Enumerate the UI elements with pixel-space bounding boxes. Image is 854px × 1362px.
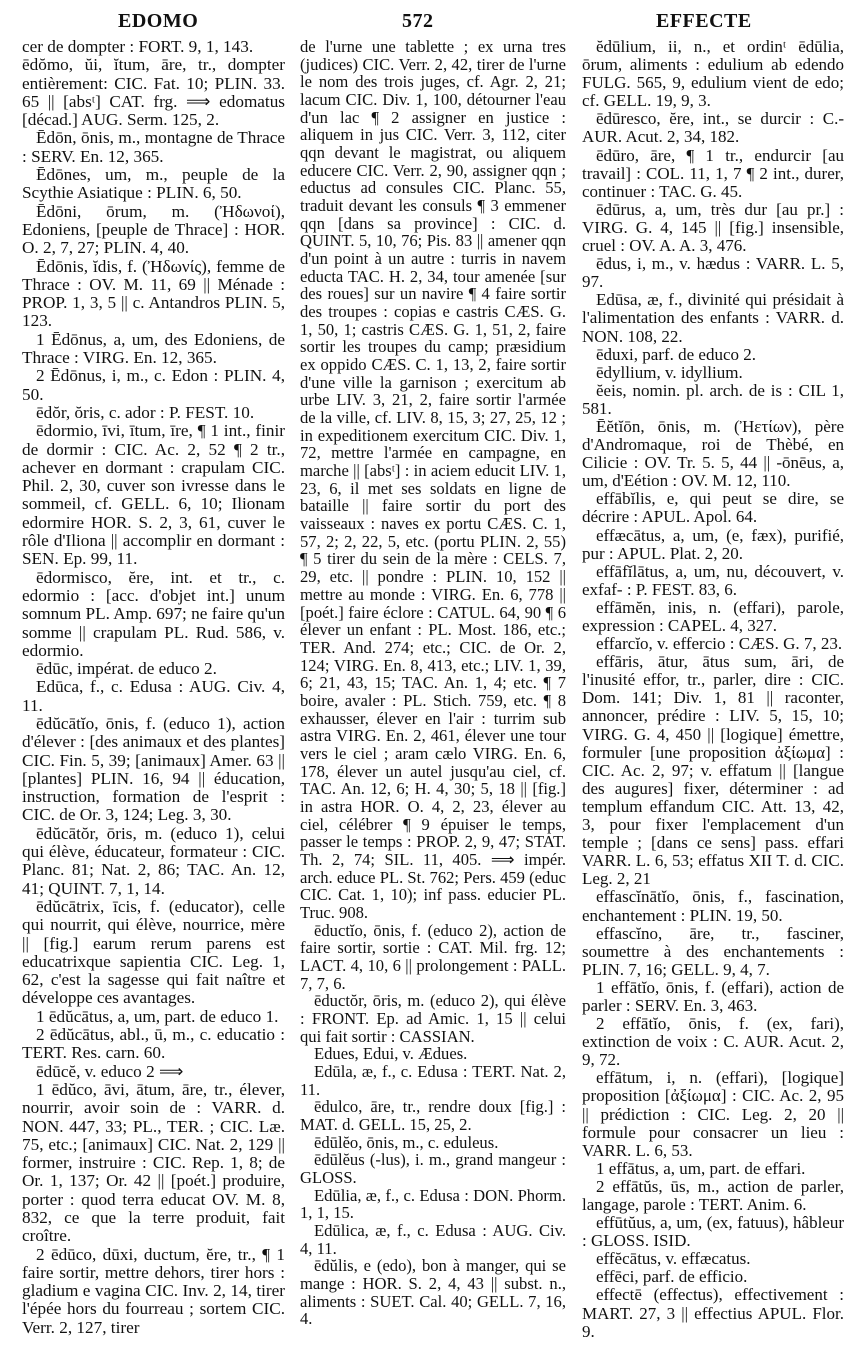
dictionary-entry: ēduxi, parf. de educo 2.	[596, 344, 757, 364]
dictionary-entry: effēci, parf. de efficio.	[596, 1267, 748, 1287]
column-2	[300, 38, 566, 1356]
dictionary-entry: ēdŏmo, ŭi, ĭtum, āre, tr., dompter entièrement: CIC. Fat. 10; PLIN. 33. 65 || [absᵗ] CAT. frg. ⟹ edomatus [décad.] AUG. Serm. 125, 2.	[22, 55, 285, 130]
dictionary-entry: ēdŭlis, e (edo), bon à manger, qui se mange : HOR. S. 2, 4, 43 || subst. n., aliments : SUET. Cal. 40; GELL. 7, 16, 4.	[300, 1256, 566, 1329]
dictionary-entry: 2 ēdūco, dūxi, ductum, ĕre, tr., ¶ 1 faire sortir, mettre dehors, tirer hors : gladium e vagina CIC. Inv. 2, 14, tirer l'épée hors du fourreau ; sortem CIC. Verr. 2, 127, tirer	[22, 1244, 285, 1337]
dictionary-entry: 1 effātĭo, ōnis, f. (effari), action de parler : SERV. En. 3, 463.	[582, 977, 844, 1015]
dictionary-entry: ēdŭcātĭo, ōnis, f. (educo 1), action d'élever : [des animaux et des plantes] CIC. Fin. 5, 39; [animaux] Amer. 63 || [plantes] PLIN. 16, 94 || éducation, instruction, formation de l'esprit : CIC. de Or. 3, 124; Leg. 3, 30.	[22, 713, 285, 825]
header-right-guideword: EFFECTE	[656, 10, 752, 32]
dictionary-entry: 2 effātĭo, ōnis, f. (ex, fari), extinction de voix : C. AUR. Acut. 2, 9, 72.	[582, 1014, 844, 1070]
dictionary-entry: ēdormisco, ĕre, int. et tr., c. edormio : [acc. d'objet int.] unum somnum PL. Amp. 697; ne faire qu'un somme || crapulam PL. Rud. 586, v. edormio.	[22, 567, 285, 660]
dictionary-entry: ēdūresco, ĕre, int., se durcir : C.-AUR. Acut. 2, 34, 182.	[582, 109, 844, 147]
dictionary-entry: ēdyllium, v. idyllium.	[596, 362, 743, 382]
dictionary-entry: ēdŭcātrix, īcis, f. (educator), celle qui nourrit, qui élève, nourrice, mère || [fig.] earum rerum parens est educatrixque sapientia CIC. Leg. 1, 62, c'est la sagesse qui fait naître et développe ces avantages.	[22, 896, 285, 1008]
dictionary-entry: ēdūcĕ, v. educo 2 ⟹	[36, 1061, 184, 1081]
dictionary-entry: effascĭnātĭo, ōnis, f., fascination, enchantement : PLIN. 19, 50.	[582, 887, 844, 925]
dictionary-entry: ēductĭo, ōnis, f. (educo 2), action de faire sortir, sortie : CAT. Mil. frg. 12; LACT. 4, 10, 6 || prolongement : PALL. 7, 7, 6.	[300, 920, 566, 993]
dictionary-entry: 1 effātus, a, um, part. de effari.	[596, 1158, 806, 1178]
dictionary-entry: ĕdūlium, ii, n., et ordinᵗ ēdūlia, ōrum, aliments : edulium ab edendo FULG. 565, 9, edulium vient de edo; cf. GELL. 19, 9, 3.	[582, 38, 844, 111]
dictionary-entry: Ēĕtĭōn, ōnis, m. (Ἠετίων), père d'Andromaque, roi de Thèbé, en Cilicie : OV. Tr. 5. 5, 44 || -ōnēus, a, um, d'Eétion : OV. M. 12, 110.	[582, 416, 844, 491]
dictionary-entry: effascĭno, āre, tr., fasciner, soumettre à des enchantements : PLIN. 7, 16; GELL. 9, 4, 7.	[582, 923, 844, 979]
dictionary-entry: ēdūrus, a, um, très dur [au pr.] : VIRG. G. 4, 145 || [fig.] insensible, cruel : OV. A. A. 3, 476.	[582, 199, 844, 256]
dictionary-entry: ēdŏr, ŏris, c. ador : P. FEST. 10.	[36, 402, 255, 422]
column-1	[22, 38, 285, 1356]
dictionary-entry: 1 Ēdōnus, a, um, des Edoniens, de Thrace : VIRG. En. 12, 365.	[22, 329, 285, 368]
dictionary-entry: 1 ēdŭcātus, a, um, part. de educo 1.	[36, 1006, 279, 1026]
dictionary-entry: effectē (effectus), effectivement : MART. 27, 3 || effectius APUL. Flor. 9.	[582, 1285, 844, 1341]
dictionary-entry: cer de dompter : FORT. 9, 1, 143.	[22, 38, 254, 56]
dictionary-entry: effūtŭus, a, um, (ex, fatuus), hâbleur : GLOSS. ISID.	[582, 1213, 844, 1251]
dictionary-entry: Ēdōni, ōrum, m. (Ἠδωνοί), Edoniens, [peuple de Thrace] : HOR. O. 2, 7, 27; PLIN. 4, 40.	[22, 201, 285, 258]
dictionary-entry: Edūsa, æ, f., divinité qui présidait à l'alimentation des enfants : VARR. d. NON. 108, 22.	[582, 290, 844, 346]
dictionary-entry: ĕeis, nomin. pl. arch. de is : CIL 1, 581.	[582, 380, 844, 418]
dictionary-entry: 2 effātŭs, ūs, m., action de parler, langage, parole : TERT. Anim. 6.	[582, 1176, 844, 1214]
dictionary-entry: Edūca, f., c. Edusa : AUG. Civ. 4, 11.	[22, 677, 285, 715]
dictionary-entry: 1 ēdŭco, āvi, ātum, āre, tr., élever, nourrir, avoir soin de : VARR. d. NON. 447, 33; PL., TER. ; CIC. Læ. 75, etc.; [animaux] CIC. Nat. 2, 129 || former, instruire : CIC. Rep. 1, 8; de Or. 1, 137; Or. 42 || [poét.] produire, porter : quod terra educat OV. M. 8, 832, ce que la terre produit, fait croître.	[22, 1079, 285, 1246]
dictionary-entry: 2 ēdŭcātus, abl., ū, m., c. educatio : TERT. Res. carn. 60.	[22, 1025, 285, 1063]
dictionary-entry: Ēdōnis, ĭdis, f. (Ἠδωνίς), femme de Thrace : OV. M. 11, 69 || Ménade : PROP. 1, 3, 5 || c. Antandros PLIN. 5, 123.	[22, 256, 285, 331]
dictionary-entry: ēdūc, impérat. de educo 2.	[36, 659, 217, 679]
dictionary-entry: ēdormio, īvi, ītum, īre, ¶ 1 int., finir de dormir : CIC. Ac. 2, 52 ¶ 2 tr., achever en dormant : crapulam CIC. Phil. 2, 30, cuver son ivresse dans le sommeil, cf. GELL. 6, 10; Ilionam edormire HOR. S. 2, 3, 61, cuver le rôle d'Iliona || accomplir en dormant : SEN. Ep. 99, 11.	[22, 421, 285, 569]
header-left-guideword: EDOMO	[118, 10, 199, 32]
dictionary-entry: ēductŏr, ōris, m. (educo 2), qui élève : FRONT. Ep. ad Amic. 1, 15 || celui qui fait sortir : CASSIAN.	[300, 991, 566, 1046]
dictionary-entry: effātum, i, n. (effari), [logique] proposition [ἀξίωμα] : CIC. Ac. 2, 95 || prédiction : CIC. Leg. 2, 20 || formule pour consacrer un lieu : VARR. L. 6, 53.	[582, 1068, 844, 1160]
dictionary-entry: effæcātus, a, um, (e, fæx), purifié, pur : APUL. Plat. 2, 20.	[582, 525, 844, 563]
dictionary-entry: 2 Ēdōnus, i, m., c. Edon : PLIN. 4, 50.	[22, 366, 285, 404]
dictionary-entry: de l'urne une tablette ; ex urna tres (judices) CIC. Verr. 2, 42, tirer de l'urne le nom des trois juges, cf. Agr. 2, 21; lacum CIC. Div. 1, 100, détourner l'eau d'un lac ¶ 2 assigner en justice : aliquem in jus CIC. Verr. 3, 112, citer qqn devant le magistrat, ou aliquem educere CIC. Verr. 2, 90, assigner qqn ; eductus ad consules CIC. Planc. 55, traduit devant les consuls ¶ 3 emmener qqn [dans sa province] : CIC. d. QUINT. 5, 10, 76; Pis. 83 || amener qqn d'un point à un autre : turris in navem educta TAC. H. 2, 34, tour amenée [sur des roues] sur un navire ¶ 4 faire sortir des troupes : copias e castris CÆS. G. 1, 50, 1; castris CÆS. G. 1, 51, 2, faire sortir les troupes du camp; præsidium ex oppido CÆS. C. 1, 13, 2, faire sortir d'une ville la garnison ; exercitum ab urbe LIV. 3, 21, 2, faire sortir l'armée de la ville, cf. LIV. 8, 15, 3; 27, 25, 12 ; in expeditionem exercitum CIC. Div. 1, 72, mettre l'armée en campagne, en marche || [absᵗ] : in aciem educit LIV. 1, 23, 6, il met ses soldats en ligne de bataille || faire sortir du port des vaisseaux : naves ex portu CÆS. C. 1, 57, 2; 2, 22, 5, etc. (portu PLIN. 2, 55) ¶ 5 tirer du sein de la mère : CELS. 7, 29, etc. || pondre : PLIN. 10, 152 || mettre au monde : VIRG. En. 6, 778 || [poét.] faire éclore : CATUL. 64, 90 ¶ 6 élever un enfant : PL. Most. 186, etc.; TER. And. 274; etc.; CIC. de Or. 2, 124; VIRG. En. 8, 413, etc.; LIV. 1, 39, 6; 21, 43, 15; TAC. An. 1, 4; etc. ¶ 7 boire, avaler : PL. Stich. 759, etc. ¶ 8 exhausser, élever en l'air : turrim sub astra VIRG. En. 2, 461, élever une tour vers le ciel ; aram cælo VIRG. En. 6, 178, élever un autel jusqu'au ciel, cf. TAC. An. 12, 6; H. 4, 30; 5, 18 || [fig.] in astra HOR. O. 4, 2, 23, élever au ciel, célébrer ¶ 9 épuiser le temps, passer le temps : PROP. 2, 9, 47; STAT. Th. 2, 74; SIL. 11, 405. ⟹ impér. arch. educe PL. St. 762; Pers. 459 (educ CIC. Cat. 1, 10); inf pass. educier PL. Truc. 908.	[300, 38, 566, 922]
dictionary-entry: ēdūlĕus (-lus), i. m., grand mangeur : GLOSS.	[300, 1150, 566, 1187]
dictionary-entry: effarcĭo, v. effercio : CÆS. G. 7, 23.	[596, 634, 843, 654]
dictionary-entry: ēdus, i, m., v. hædus : VARR. L. 5, 97.	[582, 254, 844, 292]
dictionary-entry: Edūlia, æ, f., c. Edusa : DON. Phorm. 1, 1, 15.	[300, 1185, 566, 1223]
dictionary-entry: Edues, Edui, v. Ædues.	[314, 1044, 468, 1064]
dictionary-entry: ēdulco, āre, tr., rendre doux [fig.] : MAT. d. GELL. 15, 25, 2.	[300, 1097, 566, 1134]
dictionary-entry: ēdŭcātŏr, ōris, m. (educo 1), celui qui élève, éducateur, formateur : CIC. Planc. 81; Nat. 2, 86; TAC. An. 12, 41; QUINT. 7, 1, 14.	[22, 823, 285, 898]
column-3	[582, 38, 844, 1356]
dictionary-entry: effābĭlis, e, qui peut se dire, se décrire : APUL. Apol. 64.	[582, 489, 844, 527]
dictionary-entry: Ēdōnes, um, m., peuple de la Scythie Asiatique : PLIN. 6, 50.	[22, 165, 285, 203]
dictionary-entry: effāris, ātur, ātus sum, āri, de l'inusité effor, tr., parler, dire : CIC. Dom. 141; Div. 1, 81 || raconter, annoncer, prédire : LIV. 5, 15, 10; VIRG. G. 4, 450 || [logique] émettre, formuler [une proposition ἀξίωμα] : CIC. Ac. 2, 97; v. effatum || [langue des augures] fixer, déterminer : ad templum effandum CIC. Att. 13, 42, 3, pour fixer l'emplacement d'un temple ; [dans ce sens] pass. effari VARR. L. 6, 53; effatus XII T. d. CIC. Leg. 2, 21	[582, 652, 844, 889]
dictionary-entry: ēdūro, āre, ¶ 1 tr., endurcir [au travail] : COL. 11, 1, 7 ¶ 2 int., durer, continuer : TAC. G. 45.	[582, 145, 844, 201]
dictionary-entry: effĕcātus, v. effæcatus.	[596, 1249, 751, 1269]
dictionary-entry: Edūlica, æ, f., c. Edusa : AUG. Civ. 4, 11.	[300, 1221, 566, 1258]
dictionary-entry: effāmĕn, inis, n. (effari), parole, expression : CAPEL. 4, 327.	[582, 597, 844, 635]
dictionary-entry: effāfĭlātus, a, um, nu, découvert, v. exfaf- : P. FEST. 83, 6.	[582, 561, 844, 599]
dictionary-entry: Ēdōn, ōnis, m., montagne de Thrace : SERV. En. 12, 365.	[22, 128, 285, 166]
dictionary-entry: ēdūlĕo, ōnis, m., c. eduleus.	[314, 1132, 499, 1152]
dictionary-entry: Edūla, æ, f., c. Edusa : TERT. Nat. 2, 11.	[300, 1061, 566, 1099]
page-header	[0, 6, 854, 42]
page-number: 572	[402, 10, 434, 32]
